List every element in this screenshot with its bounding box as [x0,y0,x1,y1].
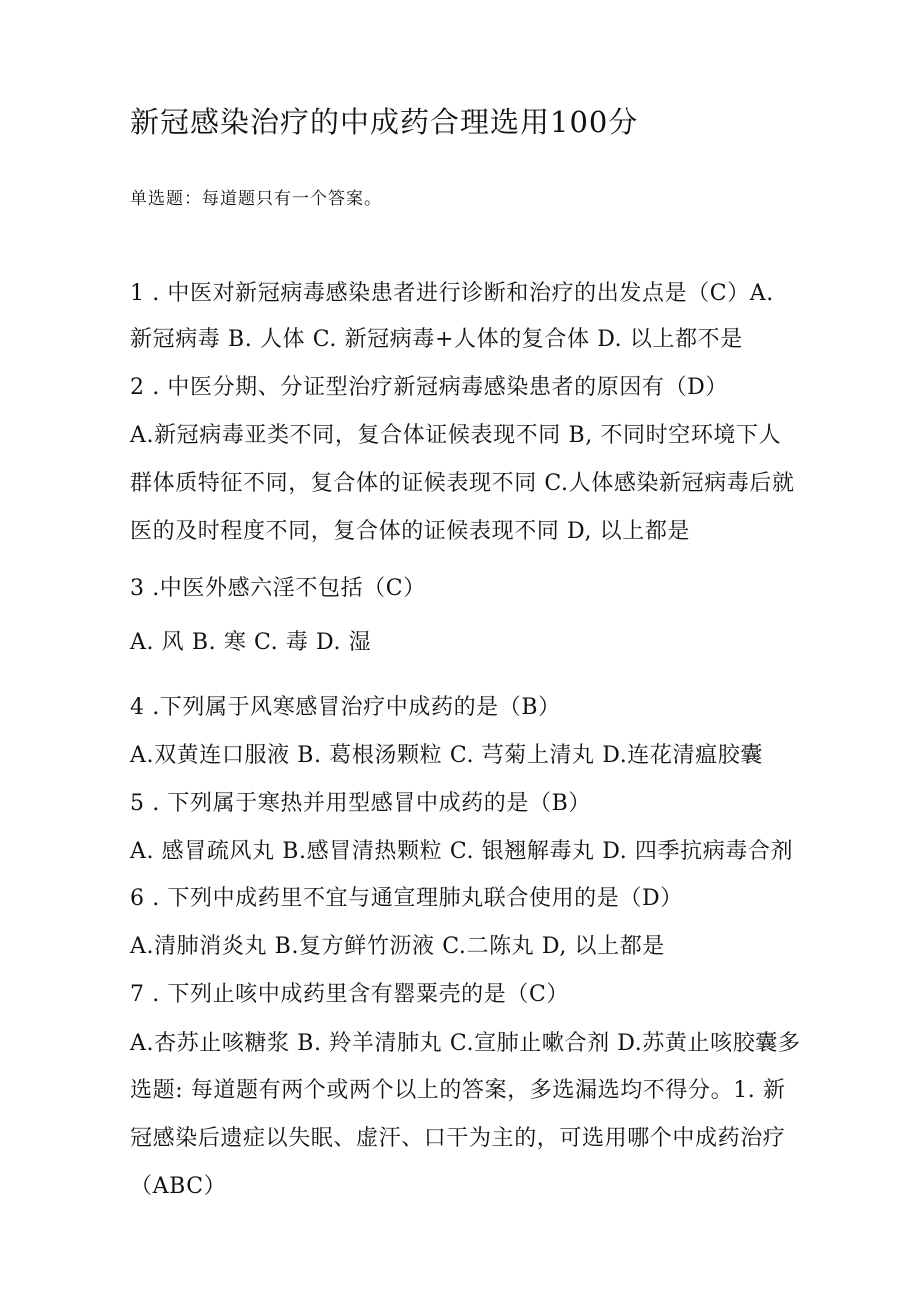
question-4-stem: 4 .下列属于风寒感冒治疗中成药的是（B） [130,695,561,720]
question-6-options: A.清肺消炎丸 B.复方鲜竹沥液 C.二陈丸 D, 以上都是 [130,934,665,959]
question-5-options: A. 感冒疏风丸 B.感冒清热颗粒 C. 银翘解毒丸 D. 四季抗病毒合剂 [130,839,794,864]
question-2-stem: 2 . 中医分期、分证型治疗新冠病毒感染患者的原因有（D） [130,375,729,400]
question-6-stem: 6 . 下列中成药里不宜与通宣理肺丸联合使用的是（D） [130,886,683,911]
question-2-options-line-3: 医的及时程度不同，复合体的证候表现不同 D, 以上都是 [130,519,691,544]
question-2-options-line-2: 群体质特征不同，复合体的证候表现不同 C.人体感染新冠病毒后就 [130,471,795,496]
question-3-options: A. 风 B. 寒 C. 毒 D. 湿 [130,630,372,655]
question-3-stem: 3 .中医外感六淫不包括（C） [130,576,426,601]
question-1-stem: 1 . 中医对新冠病毒感染患者进行诊断和治疗的出发点是（C）A. [130,281,774,306]
section-instruction: 单选题：每道题只有一个答案。 [130,189,382,209]
question-4-options: A.双黄连口服液 B. 葛根汤颗粒 C. 芎菊上清丸 D.连花清瘟胶囊 [130,743,763,768]
multi-question-1-stem: 冠感染后遗症以失眠、虚汗、口干为主的，可选用哪个中成药治疗 [130,1126,786,1151]
question-1-options: 新冠病毒 B. 人体 C. 新冠病毒+人体的复合体 D. 以上都不是 [130,327,743,352]
multi-question-1-answer: （ABC） [130,1174,227,1199]
question-5-stem: 5 . 下列属于寒热并用型感冒中成药的是（B） [130,791,591,816]
question-7-options: A.杏苏止咳糖浆 B. 羚羊清肺丸 C.宣肺止嗽合剂 D.苏黄止咳胶囊多 [130,1031,801,1056]
page-title: 新冠感染治疗的中成药合理选用100分 [130,105,639,139]
question-2-options-line-1: A.新冠病毒亚类不同，复合体证候表现不同 B, 不同时空环境下人 [130,423,782,448]
multi-choice-instruction: 选题: 每道题有两个或两个以上的答案，多选漏选均不得分。1. 新 [130,1078,786,1103]
question-7-stem: 7 . 下列止咳中成药里含有罂粟壳的是（C） [130,982,570,1007]
